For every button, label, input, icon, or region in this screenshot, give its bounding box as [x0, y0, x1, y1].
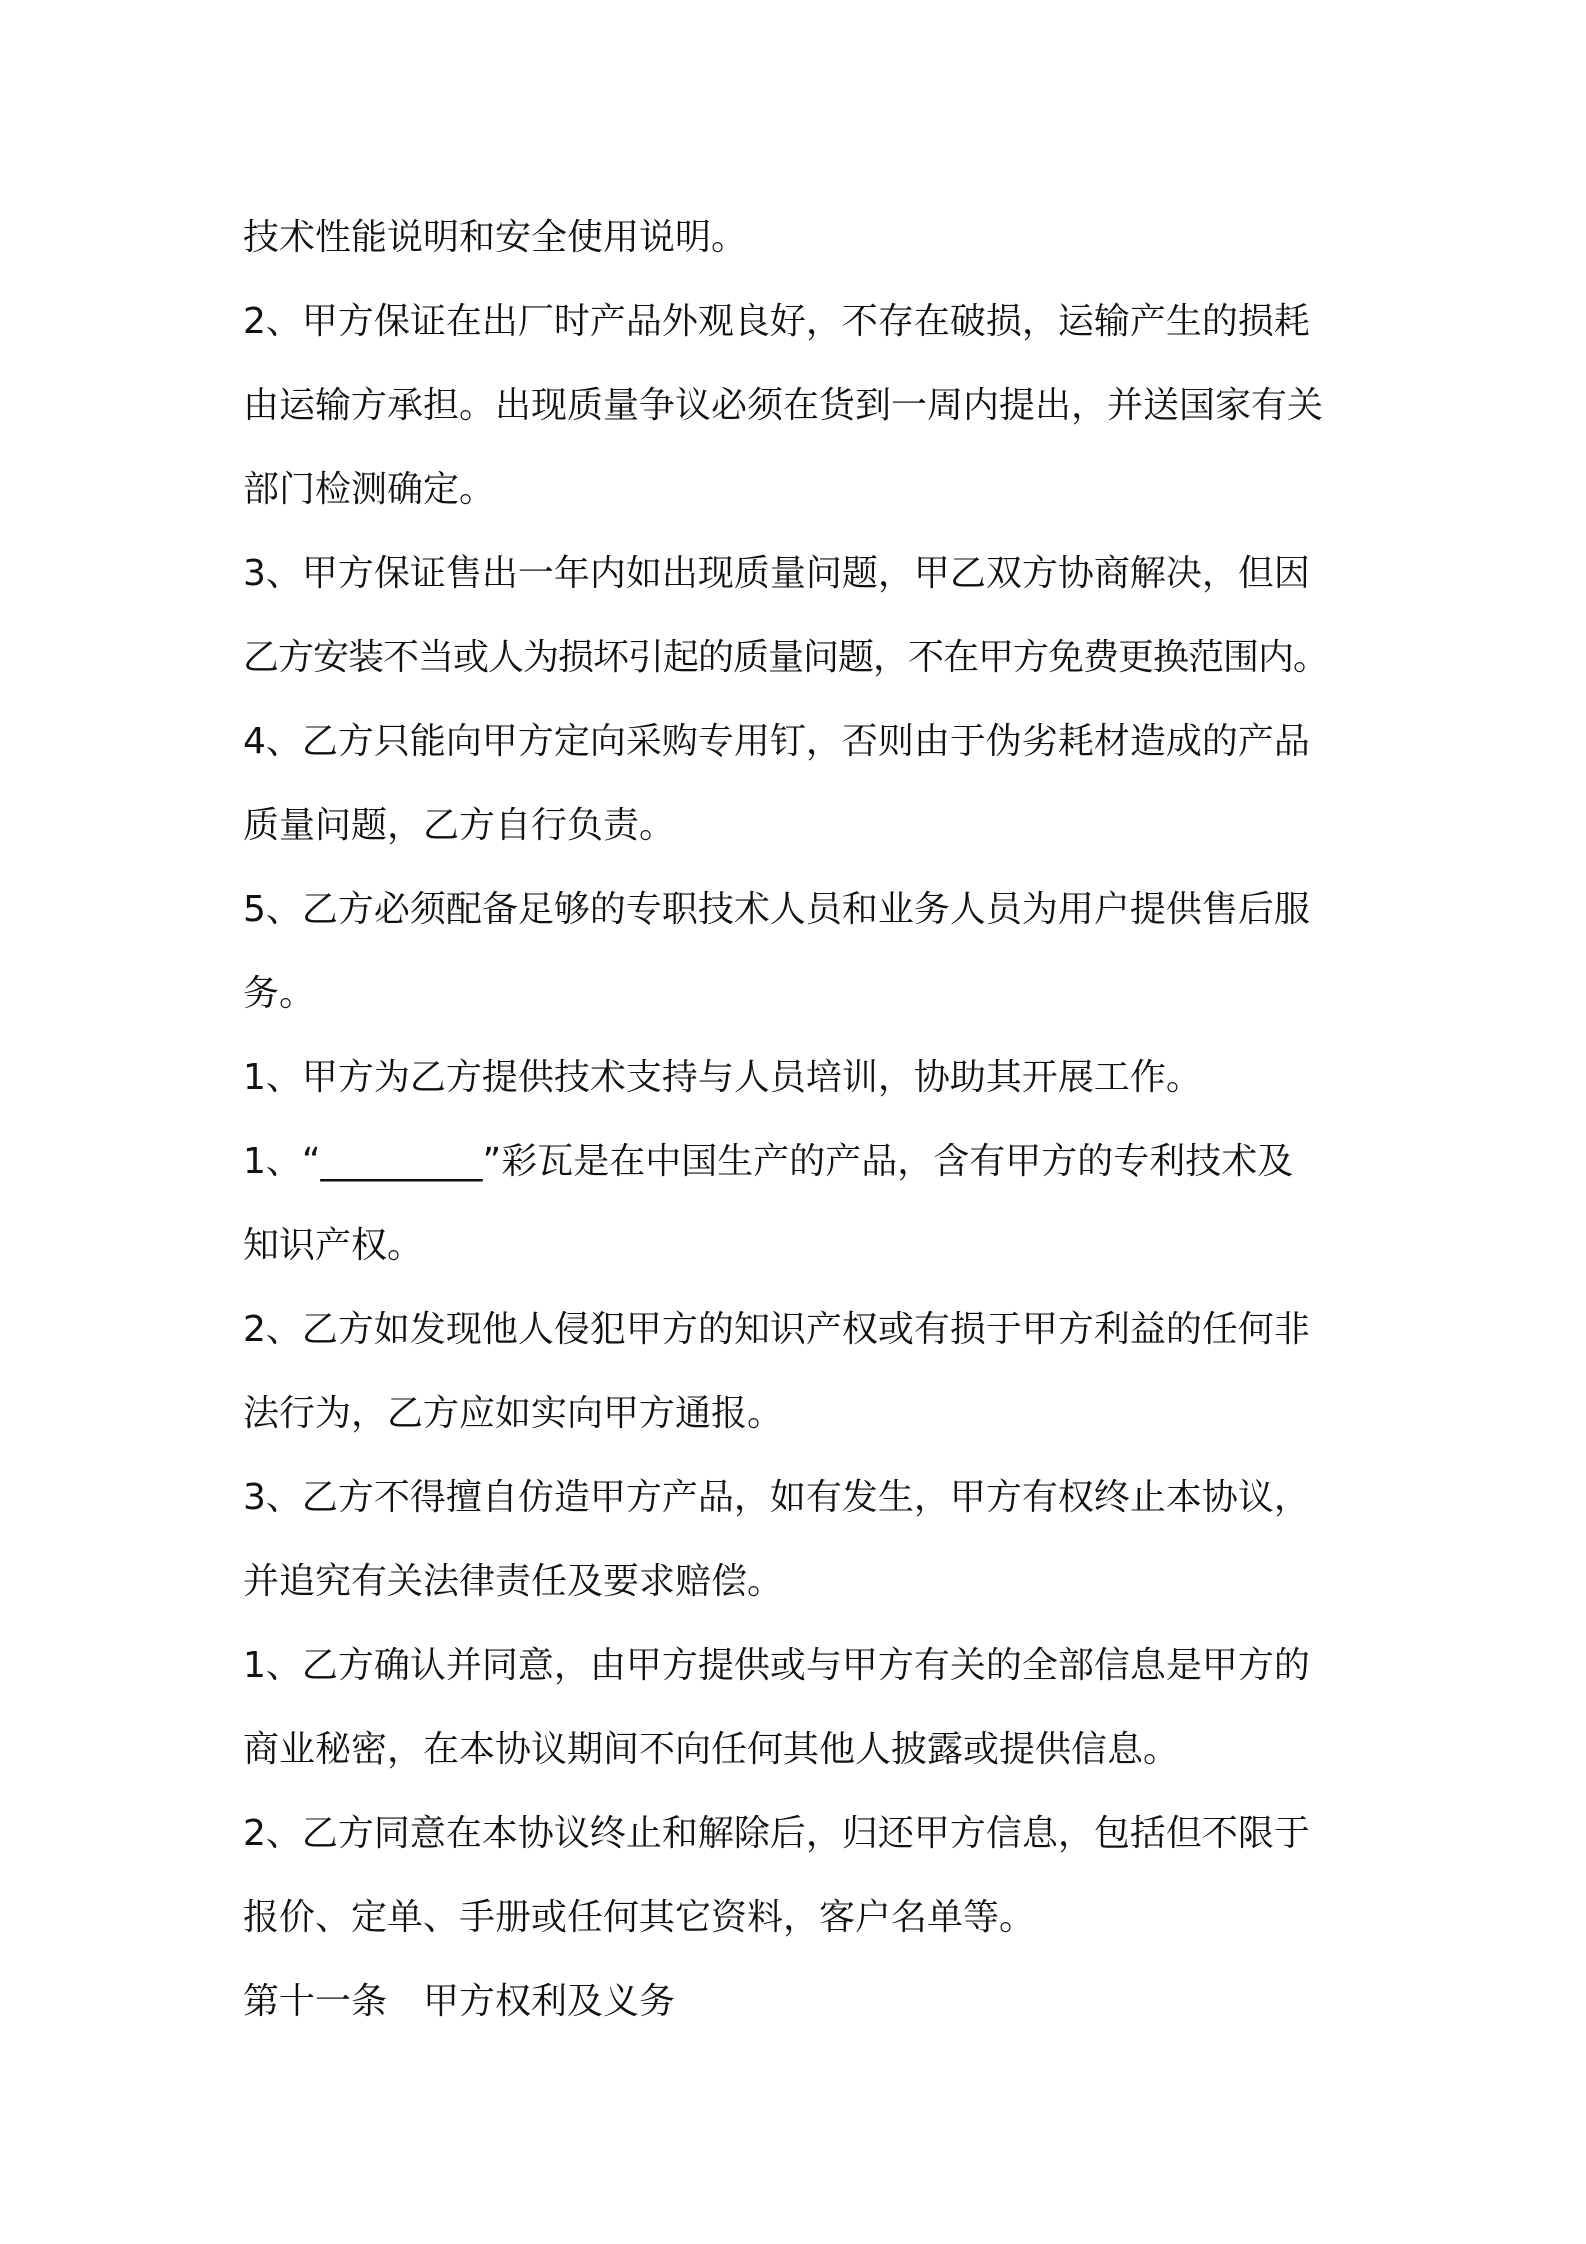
text-line: 务。 — [243, 973, 316, 1014]
text-line: 并追究有关法律责任及要求赔偿。 — [243, 1561, 784, 1602]
text-line: 法行为，乙方应如实向甲方通报。 — [243, 1393, 784, 1434]
section-heading: 第十一条 甲方权利及义务 — [243, 1981, 676, 2022]
text-line: 1、甲方为乙方提供技术支持与人员培训，协助其开展工作。 — [243, 1057, 1202, 1098]
text-line: 乙方安装不当或人为损坏引起的质量问题，不在甲方免费更换范围内。 — [243, 637, 1329, 678]
text-line: 3、乙方不得擅自仿造甲方产品，如有发生，甲方有权终止本协议， — [243, 1477, 1310, 1518]
text-line: 2、乙方如发现他人侵犯甲方的知识产权或有损于甲方利益的任何非 — [243, 1309, 1310, 1350]
text-line: 部门检测确定。 — [243, 469, 496, 510]
text-line: 商业秘密，在本协议期间不向任何其他人披露或提供信息。 — [243, 1729, 1180, 1770]
text-line: 由运输方承担。出现质量争议必须在货到一周内提出，并送国家有关 — [243, 385, 1324, 426]
text-line: 3、甲方保证售出一年内如出现质量问题，甲乙双方协商解决，但因 — [243, 553, 1310, 594]
text-line: 质量问题，乙方自行负责。 — [243, 805, 676, 846]
text-line: 2、乙方同意在本协议终止和解除后，归还甲方信息，包括但不限于 — [243, 1813, 1310, 1854]
text-line: 5、乙方必须配备足够的专职技术人员和业务人员为用户提供售后服 — [243, 889, 1310, 930]
text-line: 知识产权。 — [243, 1225, 424, 1266]
document-body — [243, 196, 1383, 2044]
text-line: 报价、定单、手册或任何其它资料，客户名单等。 — [243, 1897, 1036, 1938]
text-line: 技术性能说明和安全使用说明。 — [243, 217, 748, 258]
text-line: 2、甲方保证在出厂时产品外观良好，不存在破损，运输产生的损耗 — [243, 301, 1310, 342]
text-line: 1、“_________”彩瓦是在中国生产的产品，含有甲方的专利技术及 — [243, 1141, 1294, 1182]
text-line: 1、乙方确认并同意，由甲方提供或与甲方有关的全部信息是甲方的 — [243, 1645, 1310, 1686]
text-line: 4、乙方只能向甲方定向采购专用钉，否则由于伪劣耗材造成的产品 — [243, 721, 1310, 762]
